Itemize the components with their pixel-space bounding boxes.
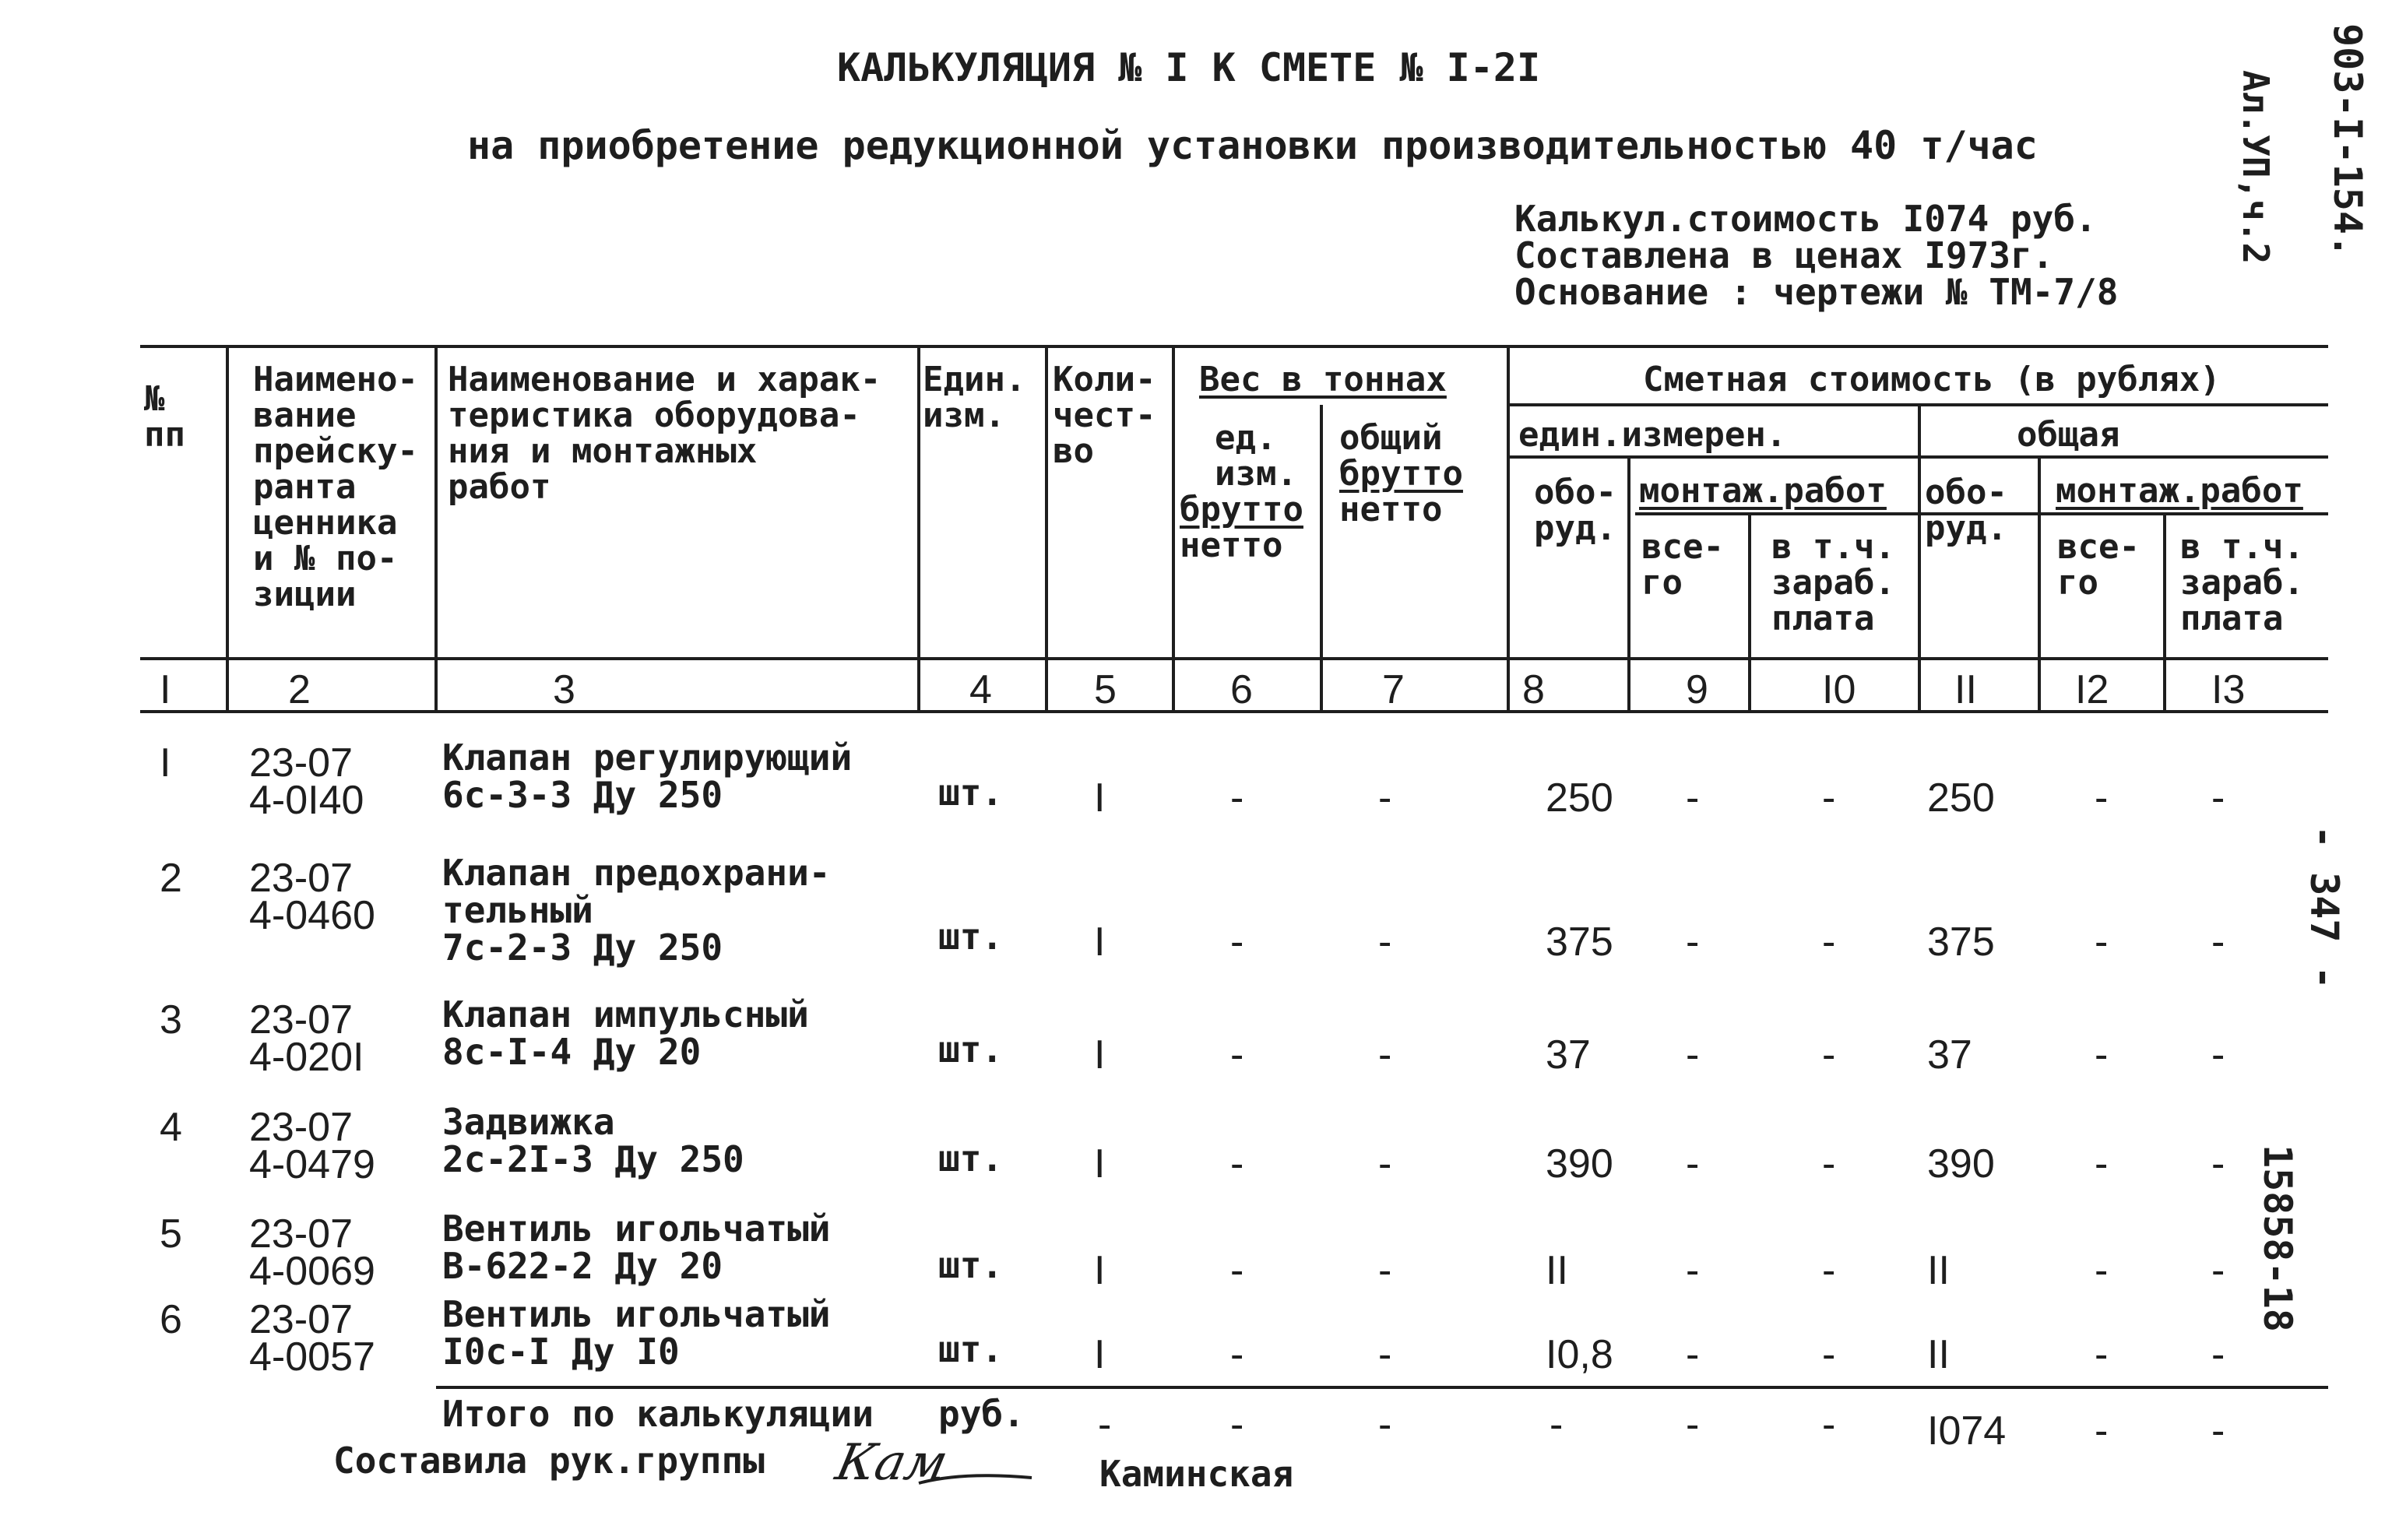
archive-number: 15858-18: [2255, 1144, 2300, 1332]
row-number: 3: [160, 997, 182, 1042]
colnum: I3: [2211, 667, 2246, 712]
row-unit-equipment: I0,8: [1546, 1332, 1613, 1377]
album-ref: Ал.УП,ч.2: [2235, 70, 2277, 265]
row-weight-total: -: [1378, 1141, 1392, 1187]
row-weight-unit: -: [1230, 1248, 1244, 1293]
document-title: КАЛЬКУЛЯЦИЯ № I К СМЕТЕ № I-2I: [837, 45, 1541, 90]
total-w-total: -: [1378, 1402, 1392, 1447]
col-sep: [226, 345, 229, 711]
col-sep: [1627, 457, 1630, 711]
row-unit: шт.: [938, 1328, 1004, 1370]
colnum: II: [1954, 667, 1977, 712]
header-col4: Един. изм.: [923, 360, 1026, 435]
total-rule: [436, 1386, 2328, 1389]
unit-group-header: един.измерен.: [1518, 415, 1787, 455]
header-col10: в т.ч. зараб. плата: [1771, 527, 1895, 638]
composed-by: Составила рук.группы: [333, 1440, 765, 1482]
row-total-install-all: -: [2095, 1032, 2109, 1078]
header-col2: Наимено- вание прейску- ранта ценника и № по- зиции: [253, 360, 418, 614]
row-price-code: 4-020I: [249, 1035, 364, 1080]
weight-group-header: Вес в тоннах: [1199, 360, 1447, 399]
header-col3: Наименование и харак- теристика оборудова- ния и монтажных работ: [448, 360, 881, 507]
row-unit-install-all: -: [1686, 1248, 1700, 1293]
header-col12: все- го: [2057, 527, 2140, 603]
row-total-equipment: II: [1927, 1248, 1950, 1293]
row-unit-install-all: -: [1686, 775, 1700, 821]
row-price-code: 23-07: [249, 1297, 353, 1342]
row-unit: шт.: [938, 772, 1004, 814]
total-t-wage: -: [2211, 1408, 2225, 1454]
row-total-install-all: -: [2095, 775, 2109, 821]
col-sep: [2163, 514, 2166, 711]
header-bottom-rule: [140, 657, 2328, 660]
total-label: Итого по калькуляции: [442, 1393, 874, 1435]
header-col13: в т.ч. зараб. плата: [2180, 527, 2304, 638]
row-unit-install-all: -: [1686, 1032, 1700, 1078]
row-item-name: В-622-2 Ду 20: [442, 1245, 723, 1287]
row-item-name: Клапан регулирующий: [442, 737, 853, 779]
row-item-name: 6с-3-3 Ду 250: [442, 774, 723, 816]
table-top-rule: [140, 345, 2328, 348]
row-unit-install-wage: -: [1822, 775, 1836, 821]
row-total-install-wage: -: [2211, 1141, 2225, 1187]
col-sep: [917, 345, 920, 711]
row-total-install-wage: -: [2211, 775, 2225, 821]
row-item-name: тельный: [442, 889, 593, 931]
header-col11: обо- руд.: [1925, 473, 2007, 548]
row-weight-unit: -: [1230, 919, 1244, 965]
col-sep: [1918, 405, 1921, 711]
document-subtitle: на приобретение редукционной установки производительностью 40 т/час: [467, 123, 2038, 168]
row-number: 4: [160, 1105, 182, 1150]
col-sep: [1172, 345, 1175, 711]
row-price-code: 4-0460: [249, 893, 375, 938]
row-price-code: 23-07: [249, 1211, 353, 1257]
row-price-code: 23-07: [249, 856, 353, 901]
row-price-code: 23-07: [249, 997, 353, 1042]
row-item-name: I0с-I Ду I0: [442, 1331, 680, 1373]
row-total-install-wage: -: [2211, 1248, 2225, 1293]
row-item-name: 8с-I-4 Ду 20: [442, 1031, 702, 1073]
row-unit-equipment: 37: [1546, 1032, 1591, 1078]
row-unit-equipment: 390: [1546, 1141, 1613, 1187]
row-price-code: 23-07: [249, 740, 353, 786]
install-header-unit: монтаж.работ: [1639, 471, 1887, 511]
row-number: 5: [160, 1211, 182, 1257]
row-unit-equipment: 250: [1546, 775, 1613, 821]
row-item-name: Клапан предохрани-: [442, 852, 831, 894]
row-total-install-all: -: [2095, 1332, 2109, 1377]
prices-year: Составлена в ценах I973г.: [1514, 234, 2054, 276]
row-item-name: Вентиль игольчатый: [442, 1293, 831, 1335]
doc-code: 903-I-154.: [2325, 23, 2370, 258]
colnum: 7: [1382, 667, 1405, 712]
row-unit-install-all: -: [1686, 1332, 1700, 1377]
row-total-install-wage: -: [2211, 1032, 2225, 1078]
row-item-name: 2с-2I-3 Ду 250: [442, 1138, 744, 1180]
row-number: 6: [160, 1297, 182, 1342]
row-weight-unit: -: [1230, 775, 1244, 821]
colnum: 6: [1230, 667, 1253, 712]
colnum: 2: [288, 667, 311, 712]
total-u-equip: -: [1550, 1402, 1564, 1447]
row-qty: I: [1094, 1332, 1106, 1377]
colnum: 3: [553, 667, 575, 712]
row-item-name: 7с-2-3 Ду 250: [442, 926, 723, 969]
compiler-name: Каминская: [1099, 1453, 1294, 1495]
row-total-install-wage: -: [2211, 1332, 2225, 1377]
colnum: I: [160, 667, 171, 712]
total-t-all: -: [2095, 1408, 2109, 1454]
row-total-equipment: 37: [1927, 1032, 1972, 1078]
row-price-code: 23-07: [249, 1105, 353, 1150]
total-u-wage: -: [1822, 1402, 1836, 1447]
row-unit-install-wage: -: [1822, 1248, 1836, 1293]
col-sep: [1045, 345, 1048, 711]
row-total-equipment: II: [1927, 1332, 1950, 1377]
header-col8: обо- руд.: [1534, 473, 1616, 548]
row-price-code: 4-0057: [249, 1334, 375, 1380]
row-unit-install-wage: -: [1822, 1332, 1836, 1377]
row-unit: шт.: [938, 916, 1004, 958]
row-price-code: 4-0I40: [249, 778, 364, 823]
row-total-equipment: 390: [1927, 1141, 1995, 1187]
basis: Основание : чертежи № ТМ-7/8: [1514, 271, 2119, 313]
colnum: I0: [1822, 667, 1856, 712]
row-total-equipment: 250: [1927, 775, 1995, 821]
signature: Кам: [831, 1434, 953, 1492]
header-col9: все- го: [1641, 527, 1724, 603]
row-item-name: Вентиль игольчатый: [442, 1208, 831, 1250]
row-unit-install-wage: -: [1822, 919, 1836, 965]
total-unit: руб.: [938, 1393, 1025, 1435]
total-group-header: общая: [2017, 415, 2120, 455]
colnum: 8: [1522, 667, 1545, 712]
row-unit-equipment: 375: [1546, 919, 1613, 965]
row-number: 2: [160, 856, 182, 901]
header-col7: общий брутто нетто: [1339, 418, 1463, 529]
row-qty: I: [1094, 1248, 1106, 1293]
row-unit-install-wage: -: [1822, 1141, 1836, 1187]
row-total-equipment: 375: [1927, 919, 1995, 965]
install-header-total: монтаж.работ: [2056, 471, 2303, 511]
cost-group-header: Сметная стоимость (в рублях): [1643, 360, 2221, 399]
row-number: I: [160, 740, 171, 786]
row-weight-unit: -: [1230, 1032, 1244, 1078]
row-price-code: 4-0069: [249, 1249, 375, 1294]
col-sep: [434, 345, 438, 711]
header-col6: ед. изм. брутто нетто: [1180, 418, 1303, 565]
colnum: I2: [2075, 667, 2109, 712]
row-weight-total: -: [1378, 1332, 1392, 1377]
total-w-unit: -: [1230, 1402, 1244, 1447]
col-sep: [1748, 514, 1751, 711]
page-number: - 347 -: [2302, 825, 2347, 990]
row-unit-install-wage: -: [1822, 1032, 1836, 1078]
row-weight-unit: -: [1230, 1141, 1244, 1187]
row-item-name: Задвижка: [442, 1101, 615, 1143]
col-sep: [2038, 457, 2041, 711]
row-unit: шт.: [938, 1137, 1004, 1180]
colnum: 4: [969, 667, 992, 712]
row-total-install-wage: -: [2211, 919, 2225, 965]
row-unit: шт.: [938, 1028, 1004, 1071]
row-price-code: 4-0479: [249, 1142, 375, 1187]
row-total-install-all: -: [2095, 919, 2109, 965]
colnum: 9: [1686, 667, 1708, 712]
header-col5: Коли- чест- во: [1053, 360, 1156, 471]
signature-stroke: [915, 1464, 1039, 1495]
row-weight-unit: -: [1230, 1332, 1244, 1377]
total-u-all: -: [1686, 1402, 1700, 1447]
header-col1: № пп: [144, 379, 185, 455]
row-weight-total: -: [1378, 919, 1392, 965]
col-sep: [1507, 345, 1510, 711]
row-qty: I: [1094, 1032, 1106, 1078]
row-weight-total: -: [1378, 1248, 1392, 1293]
row-unit-install-all: -: [1686, 1141, 1700, 1187]
row-unit-install-all: -: [1686, 919, 1700, 965]
total-qty: -: [1098, 1402, 1112, 1447]
row-qty: I: [1094, 919, 1106, 965]
row-qty: I: [1094, 775, 1106, 821]
row-unit: шт.: [938, 1244, 1004, 1286]
row-total-install-all: -: [2095, 1248, 2109, 1293]
col-sep: [1320, 405, 1323, 711]
calc-cost: Калькул.стоимость I074 руб.: [1514, 198, 2097, 240]
total-t-equip: I074: [1927, 1408, 2007, 1454]
row-weight-total: -: [1378, 775, 1392, 821]
row-total-install-all: -: [2095, 1141, 2109, 1187]
row-qty: I: [1094, 1141, 1106, 1187]
colnum: 5: [1094, 667, 1117, 712]
row-weight-total: -: [1378, 1032, 1392, 1078]
row-item-name: Клапан импульсный: [442, 993, 809, 1035]
row-unit-equipment: II: [1546, 1248, 1568, 1293]
